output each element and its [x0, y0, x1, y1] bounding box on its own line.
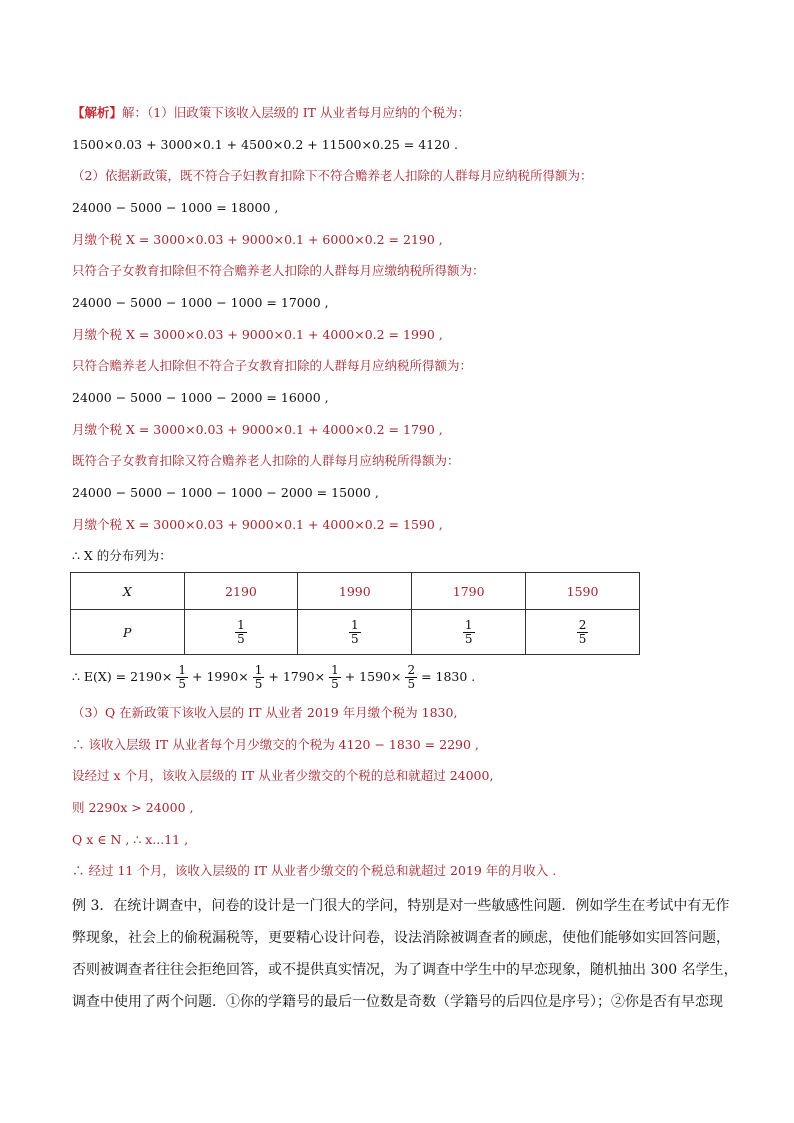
- p-value-cell: $\frac{1}{5}$: [412, 610, 526, 655]
- x-value-cell: 2190: [184, 573, 298, 610]
- tax-equation-2: 月缴个税 X = 3000×0.03 + 9000×0.1 + 4000×0.2 = 1990 ,: [72, 327, 443, 342]
- p-value-cell: $\frac{2}{5}$: [526, 610, 640, 655]
- tax-equation-4: 月缴个税 X = 3000×0.03 + 9000×0.1 + 4000×0.2 = 1590 ,: [72, 517, 443, 532]
- case-4-description: 既符合子女教育扣除又符合赡养老人扣除的人群每月应纳税所得额为：: [72, 453, 460, 468]
- p-header: P: [71, 610, 185, 655]
- example-3-line-3: 否则被调查者往往会拒绝回答，或不提供真实情况，为了调查中学生中的早恋现象，随机抽出 300 名学生，: [72, 962, 738, 978]
- analysis-tag: 【解析】: [72, 105, 123, 120]
- x-value-cell: 1990: [298, 573, 412, 610]
- distribution-table: [70, 572, 640, 655]
- expectation-equation: ∴ E(X) = 2190× $\frac{1}{5}$ + 1990× $\frac{1}{5}$ + 1790× $\frac{1}{5}$ + 1590× $\frac{2}{5}$ = 1830 .: [72, 663, 476, 691]
- case-2-description: 只符合子女教育扣除但不符合赡养老人扣除的人群每月应缴纳税所得额为：: [72, 263, 485, 278]
- taxable-income-3: 24000 − 5000 − 1000 − 2000 = 16000 ,: [72, 390, 329, 405]
- monthly-saving: ∴ 该收入层级 IT 从业者每个月少缴交的个税为 4120 − 1830 = 2290 ,: [72, 737, 479, 752]
- p-value-cell: $\frac{1}{5}$: [298, 610, 412, 655]
- taxable-income-2: 24000 − 5000 − 1000 − 1000 = 17000 ,: [72, 295, 329, 310]
- part3-new-policy: （3）Q 在新政策下该收入层的 IT 从业者 2019 年月缴个税为 1830,: [72, 705, 458, 720]
- part2-intro: （2）依据新政策，既不符合子妇教育扣除下不符合赡养老人扣除的人群每月应纳税所得额为：: [72, 168, 593, 183]
- p-value-cell: $\frac{1}{5}$: [184, 610, 298, 655]
- tax-equation-1: 月缴个税 X = 3000×0.03 + 9000×0.1 + 6000×0.2 = 2190 ,: [72, 232, 443, 247]
- distribution-heading: ∴ X 的分布列为：: [72, 548, 172, 563]
- old-policy-tax-equation: 1500×0.03 + 3000×0.1 + 4500×0.2 + 11500×0.25 = 4120 .: [72, 137, 458, 152]
- taxable-income-4: 24000 − 5000 − 1000 − 1000 − 2000 = 15000 ,: [72, 485, 379, 500]
- x-value-cell: 1590: [526, 573, 640, 610]
- example-3-line-4: 调查中使用了两个问题．①你的学籍号的最后一位数是奇数（学籍号的后四位是序号）；②你是否有早恋现: [72, 994, 723, 1010]
- conclusion: ∴ 经过 11 个月，该收入层级的 IT 从业者少缴交的个税总和就超过 2019 年的月收入 .: [72, 863, 557, 878]
- assume-months: 设经过 x 个月，该收入层级的 IT 从业者少缴交的个税的总和就超过 24000,: [72, 768, 494, 783]
- inequality: 则 2290x > 24000 ,: [72, 800, 194, 815]
- solution-intro-line: [72, 104, 470, 122]
- x-value-cell: 1790: [412, 573, 526, 610]
- taxable-income-1: 24000 − 5000 − 1000 = 18000 ,: [72, 200, 279, 215]
- part1-question: 解：（1）旧政策下该收入层级的 IT 从业者每月应纳的个税为：: [122, 105, 470, 120]
- solve-x: Q x ∈ N , ∴ x...11 ,: [72, 832, 189, 847]
- x-header: X: [71, 573, 185, 610]
- example-3-line-2: 弊现象，社会上的偷税漏税等，更要精心设计问卷，设法消除被调查者的顾虑，使他们能够如实回答问题，: [72, 930, 730, 946]
- x-row: [71, 573, 640, 610]
- tax-equation-3: 月缴个税 X = 3000×0.03 + 9000×0.1 + 4000×0.2 = 1790 ,: [72, 422, 443, 437]
- p-row: [71, 610, 640, 655]
- example-3-line-1: 例 3．在统计调查中，问卷的设计是一门很大的学问，特别是对一些敏感性问题．例如学生在考试中有无作: [72, 898, 730, 914]
- case-3-description: 只符合赡养老人扣除但不符合子女教育扣除的人群每月应纳税所得额为：: [72, 358, 473, 373]
